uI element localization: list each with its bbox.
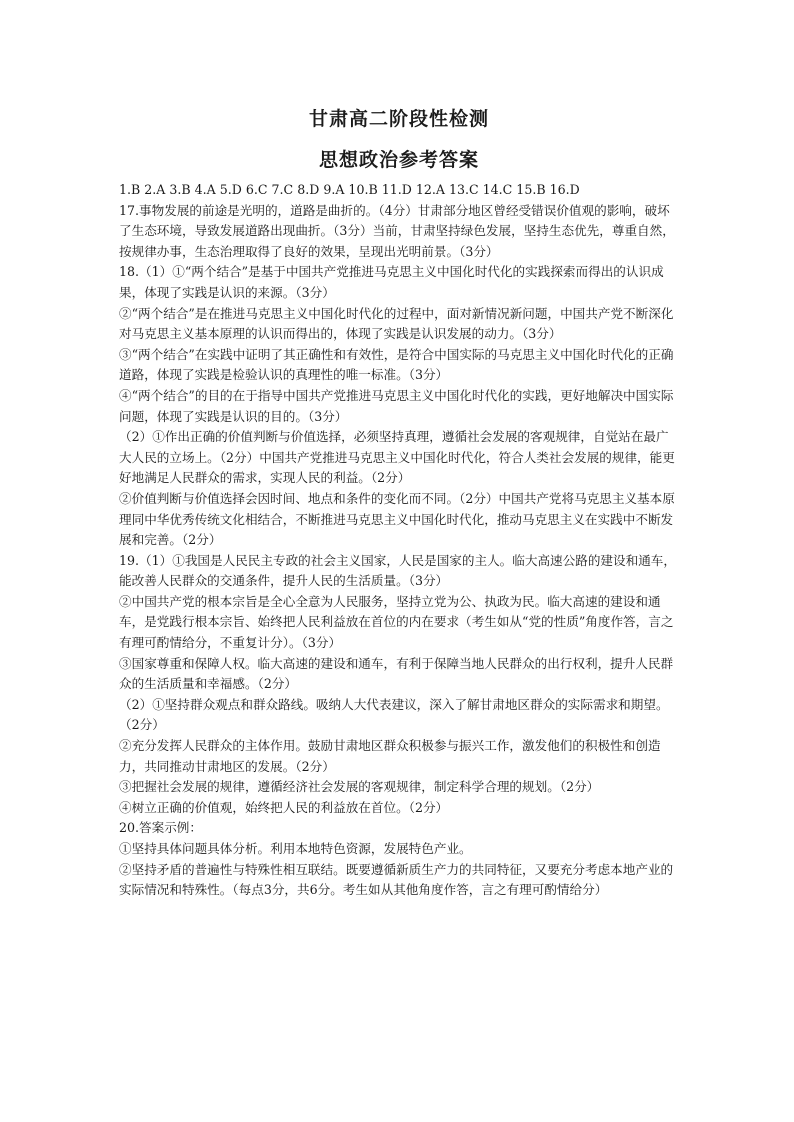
answer-17: 17.事物发展的前途是光明的，道路是曲折的。（4分）甘肃部分地区曾经受错误价值观的影响，破坏了生态环境，导致发展道路出现曲折。（3分）当前，甘肃坚持绿色发展，坚持生态优先，尊重自然，按规律办事，生态治理取得了良好的效果，呈现出光明前景。（3分） — [119, 202, 675, 259]
answer-20-point-2: ②坚持矛盾的普遍性与特殊性相互联结。既要遵循新质生产力的共同特征，又要充分考虑本地产业的实际情况和特殊性。（每点3分，共6分。考生如从其他角度作答，言之有理可酌情给分） — [119, 861, 674, 898]
answer-19-1-point-3: ③国家尊重和保障人权。临大高速的建设和通车，有利于保障当地人民群众的出行权利，提升人民群众的生活质量和幸福感。（2分） — [119, 655, 674, 692]
answer-18-1-point-1: 18.（1）①“两个结合”是基于中国共产党推进马克思主义中国化时代化的实践探索而得出的认识成果，体现了实践是认识的来源。（3分） — [119, 264, 664, 300]
document-title: 甘肃高二阶段性检测 — [308, 108, 489, 130]
answer-sheet-page — [119, 100, 679, 901]
answer-19-2-point-2: ②充分发挥人民群众的主体作用。鼓励甘肃地区群众积极参与振兴工作，激发他们的积极性和创造力，共同推动甘肃地区的发展。（2分） — [119, 738, 661, 774]
answer-18-2-point-1: （2）①作出正确的价值判断与价值选择，必须坚持真理，遵循社会发展的客观规律，自觉站在最广大人民的立场上。（2分）中国共产党推进马克思主义中国化时代化，符合人类社会发展的规律，能更好地满足人民群众的需求，实现人民的利益。（2分） — [119, 429, 675, 486]
answer-20-heading: 20.答案示例： — [119, 820, 202, 836]
answer-19-1-point-2: ②中国共产党的根本宗旨是全心全意为人民服务，坚持立党为公、执政为民。临大高速的建设和通车，是党践行根本宗旨、始终把人民利益放在首位的内在要求（考生如从“党的性质”角度作答，言之有理可酌情给分，不重复计分）。（3分） — [119, 593, 674, 651]
answer-19-2-point-3: ③把握社会发展的规律，遵循经济社会发展的客观规律，制定科学合理的规划。（2分） — [119, 779, 600, 795]
document-subtitle: 思想政治参考答案 — [318, 149, 479, 171]
answer-18-1-point-2: ②“两个结合”是在推进马克思主义中国化时代化的过程中，面对新情况新问题，中国共产党不断深化对马克思主义基本原理的认识而得出的，体现了实践是认识发展的动力。（3分） — [119, 305, 674, 342]
answer-19-2-point-4: ④树立正确的价值观，始终把人民的利益放在首位。（2分） — [119, 799, 449, 815]
answer-20-point-1: ①坚持具体问题具体分析。利用本地特色资源，发展特色产业。 — [119, 841, 472, 856]
answer-18-1-point-3: ③“两个结合”在实践中证明了其正确性和有效性，是符合中国实际的马克思主义中国化时代化的正确道路，体现了实践是检验认识的真理性的唯一标准。（3分） — [119, 346, 674, 383]
answer-19-2-point-1: （2）①坚持群众观点和群众路线。吸纳人大代表建议，深入了解甘肃地区群众的实际需求和期望。（2分） — [119, 696, 669, 733]
answer-19-1-point-1: 19.（1）①我国是人民民主专政的社会主义国家，人民是国家的主人。临大高速公路的建设和通车，能改善人民群众的交通条件，提升人民的生活质量。（3分） — [119, 552, 676, 589]
answer-choice-keys: 1.B 2.A 3.B 4.A 5.D 6.C 7.C 8.D 9.A 10.B 11.D 12.A 13.C 14.C 15.B 16.D — [119, 182, 580, 197]
answer-18-2-point-2: ②价值判断与价值选择会因时间、地点和条件的变化而不同。（2分）中国共产党将马克思主义基本原理同中华优秀传统文化相结合，不断推进马克思主义中国化时代化，推动马克思主义在实践中不断发展和完善。（2分） — [119, 490, 675, 548]
answer-18-1-point-4: ④“两个结合”的目的在于指导中国共产党推进马克思主义中国化时代化的实践，更好地解决中国实际问题，体现了实践是认识的目的。（3分） — [119, 387, 674, 424]
answer-body — [119, 180, 679, 901]
